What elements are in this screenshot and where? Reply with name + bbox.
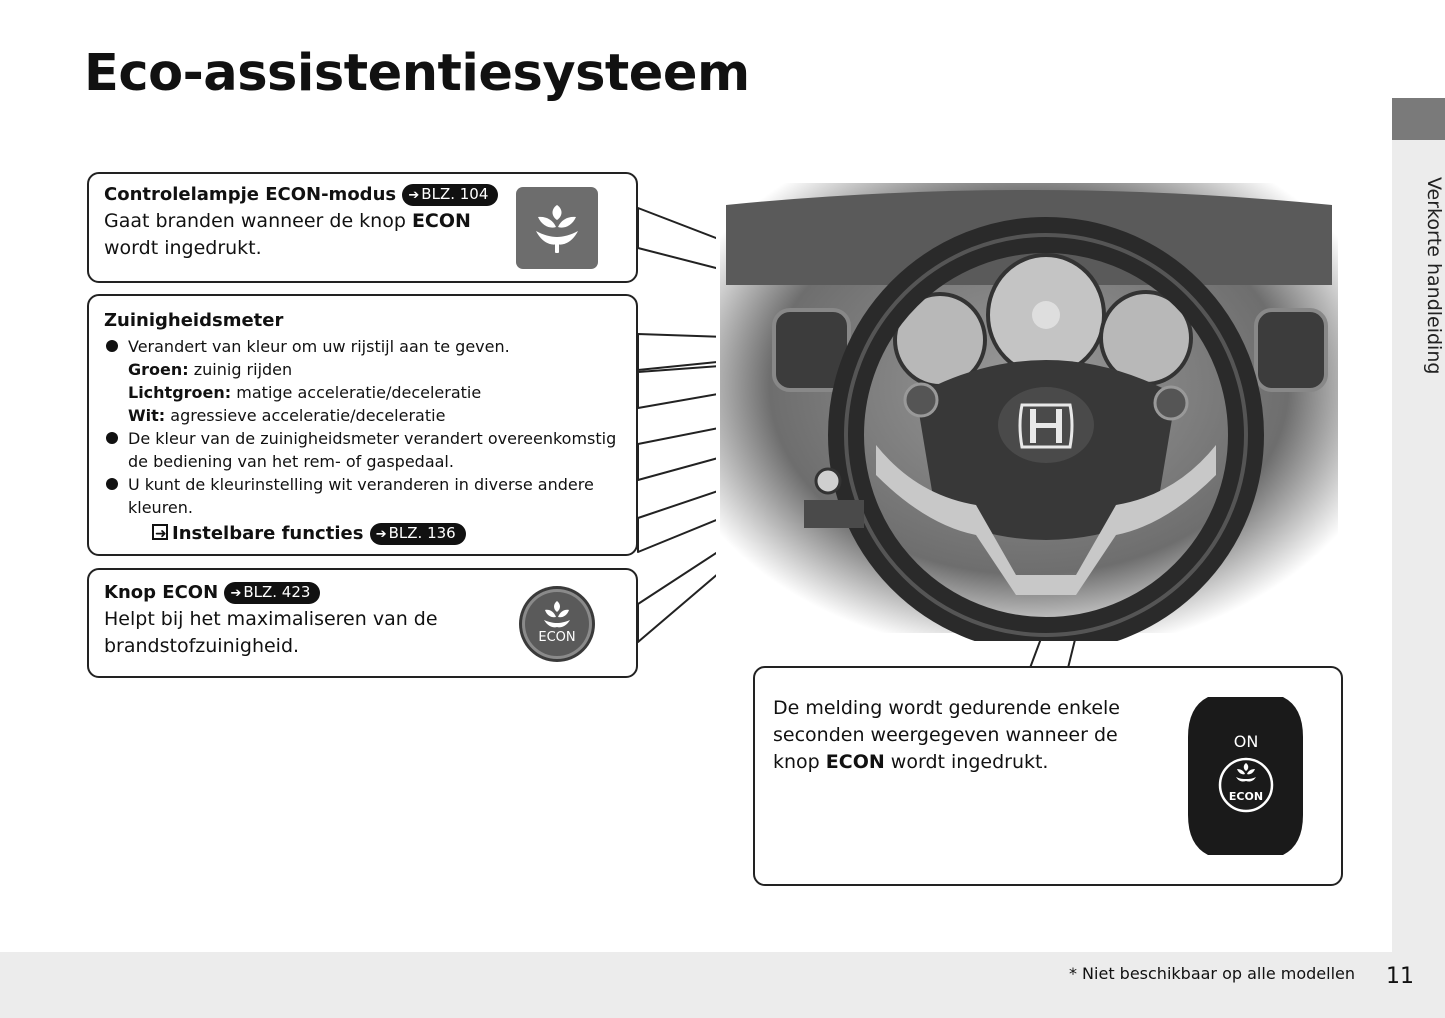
arrow-right-icon: ➔ [408,188,420,203]
econ-button-icon [517,584,597,664]
meter-green: Groen: zuinig rijden [128,360,293,379]
side-tab-label[interactable]: Verkorte handleiding [1423,177,1445,375]
econ-button-label: ECON [538,630,576,645]
callout-button [87,568,638,678]
button-heading: Knop ECON ➔ BLZ. 423 [104,582,484,604]
arrow-right-icon: ➔ [230,586,242,601]
page-title: Eco-assistentiesysteem [84,44,750,103]
meter-white: Wit: agressieve acceleratie/deceleratie [128,406,446,425]
list-item: Verandert van kleur om uw rijstijl aan te geven. [104,335,629,358]
meter-heading: Zuinigheidsmeter [104,310,284,331]
cross-ref-icon: ➜ [152,524,168,540]
steering-wheel-dashboard [716,175,1342,641]
meter-cross-reference[interactable]: ➜ Instelbare functies ➔ BLZ. 136 [104,521,629,547]
meter-bullets [104,335,629,358]
meter-bullets-2 [104,427,629,519]
eco-leaf-icon [516,187,598,269]
list-item: U kunt de kleurinstelling wit veranderen in diverse andere kleuren. [104,473,629,519]
arrow-right-icon: ➔ [375,527,387,542]
page-number: 11 [1386,964,1414,989]
indicator-page-ref[interactable]: ➔ BLZ. 104 [402,184,498,206]
button-page-ref[interactable]: ➔ BLZ. 423 [224,582,320,604]
indicator-heading: Controlelampje ECON-modus ➔ BLZ. 104 [104,184,504,206]
footnote: * Niet beschikbaar op alle modellen [1068,964,1355,983]
list-item: De kleur van de zuinigheidsmeter verandert overeenkomstig de bediening van het rem- of gaspedaal. [104,427,629,473]
meter-page-ref[interactable]: ➔ BLZ. 136 [370,523,466,545]
message-description: De melding wordt gedurende enkele seconden weergegeven wanneer de knop ECON wordt ingedrukt. [773,697,1120,773]
callout-meter [87,294,638,556]
callout-indicator [87,172,638,283]
meter-lightgreen: Lichtgroen: matige acceleratie/deceleratie [128,383,482,402]
econ-on-display [1188,697,1303,855]
button-description: Helpt bij het maximaliseren van de brandstofzuinigheid. [104,608,438,657]
display-econ-label: ECON [1228,790,1264,803]
indicator-description: Gaat branden wanneer de knop ECON wordt ingedrukt. [104,210,471,259]
display-on-label: ON [1233,732,1259,751]
